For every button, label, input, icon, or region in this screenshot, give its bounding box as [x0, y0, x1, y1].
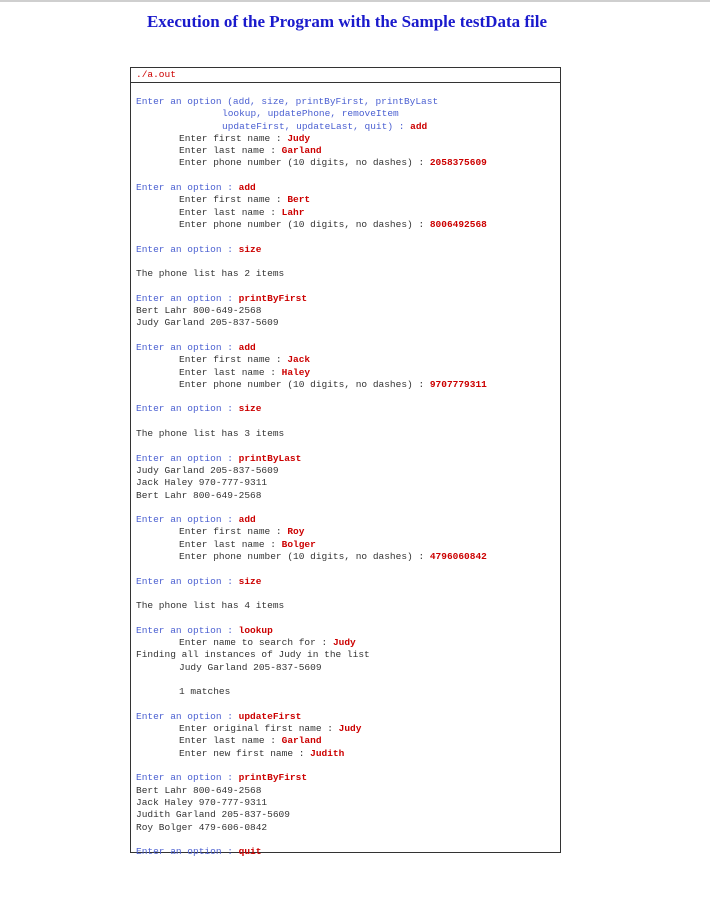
top-rule — [0, 0, 710, 2]
option-prompt-line: Enter an option : printByFirst — [136, 772, 308, 784]
size-output: The phone list has 4 items — [136, 600, 285, 612]
page-title: Execution of the Program with the Sample testData file — [146, 12, 548, 31]
new-first-line: Enter new first name : Judith — [179, 747, 345, 759]
option-prompt-line: Enter an option : add — [136, 182, 256, 194]
list-entry: Bert Lahr 800-649-2568 — [136, 489, 262, 501]
list-entry: Jack Haley 970-777-9311 — [136, 477, 268, 489]
search-line: Enter name to search for : Judy — [179, 637, 356, 649]
option-prompt-line: Enter an option : size — [136, 403, 262, 415]
list-entry: Judith Garland 205-837-5609 — [136, 809, 290, 821]
size-output: The phone list has 2 items — [136, 268, 285, 280]
option-prompt-line: Enter an option : quit — [136, 846, 262, 858]
size-output: The phone list has 3 items — [136, 428, 285, 440]
menu-prompt-line: lookup, updatePhone, removeItem — [222, 108, 399, 120]
option-prompt-line: Enter an option : size — [136, 575, 262, 587]
first-name-line: Enter first name : Judy — [179, 132, 311, 144]
menu-prompt-line: Enter an option (add, size, printByFirst, printByLast — [136, 96, 439, 107]
phone-line: Enter phone number (10 digits, no dashes) : 9707779311 — [179, 378, 487, 390]
orig-first-line: Enter original first name : Judy — [179, 723, 362, 735]
list-entry: Jack Haley 970-777-9311 — [136, 796, 268, 808]
command-text: ./a.out — [136, 69, 176, 80]
last-name-line: Enter last name : Garland — [179, 145, 322, 157]
last-name-line: Enter last name : Garland — [179, 735, 322, 747]
list-entry: Judy Garland 205-837-5609 — [136, 464, 279, 476]
first-name-line: Enter first name : Bert — [179, 194, 311, 206]
option-prompt-line: Enter an option : size — [136, 243, 262, 255]
list-entry: Bert Lahr 800-649-2568 — [136, 784, 262, 796]
menu-prompt-line: updateFirst, updateLast, quit) : add — [222, 120, 428, 132]
phone-line: Enter phone number (10 digits, no dashes) : 8006492568 — [179, 218, 487, 230]
option-prompt-line: Enter an option : add — [136, 514, 256, 526]
option-prompt-line: Enter an option : printByLast — [136, 452, 302, 464]
last-name-line: Enter last name : Bolger — [179, 538, 316, 550]
phone-line: Enter phone number (10 digits, no dashes) : 4796060842 — [179, 550, 487, 562]
command-line — [131, 68, 560, 83]
lookup-result: Judy Garland 205-837-5609 — [179, 661, 322, 673]
match-count: 1 matches — [179, 686, 231, 698]
option-prompt-line: Enter an option : updateFirst — [136, 710, 302, 722]
option-prompt-line: Enter an option : printByFirst — [136, 292, 308, 304]
list-entry: Bert Lahr 800-649-2568 — [136, 305, 262, 317]
first-name-line: Enter first name : Roy — [179, 526, 305, 538]
option-prompt-line: Enter an option : lookup — [136, 624, 273, 636]
list-entry: Judy Garland 205-837-5609 — [136, 317, 279, 329]
option-prompt-line: Enter an option : add — [136, 341, 256, 353]
finding-line: Finding all instances of Judy in the list — [136, 649, 370, 661]
first-name-line: Enter first name : Jack — [179, 354, 311, 366]
terminal-output — [130, 67, 561, 858]
list-entry: Roy Bolger 479-606-0842 — [136, 821, 268, 833]
phone-line: Enter phone number (10 digits, no dashes) : 2058375609 — [179, 157, 487, 169]
last-name-line: Enter last name : Haley — [179, 366, 311, 378]
last-name-line: Enter last name : Lahr — [179, 206, 305, 218]
terminal-session — [136, 96, 558, 858]
